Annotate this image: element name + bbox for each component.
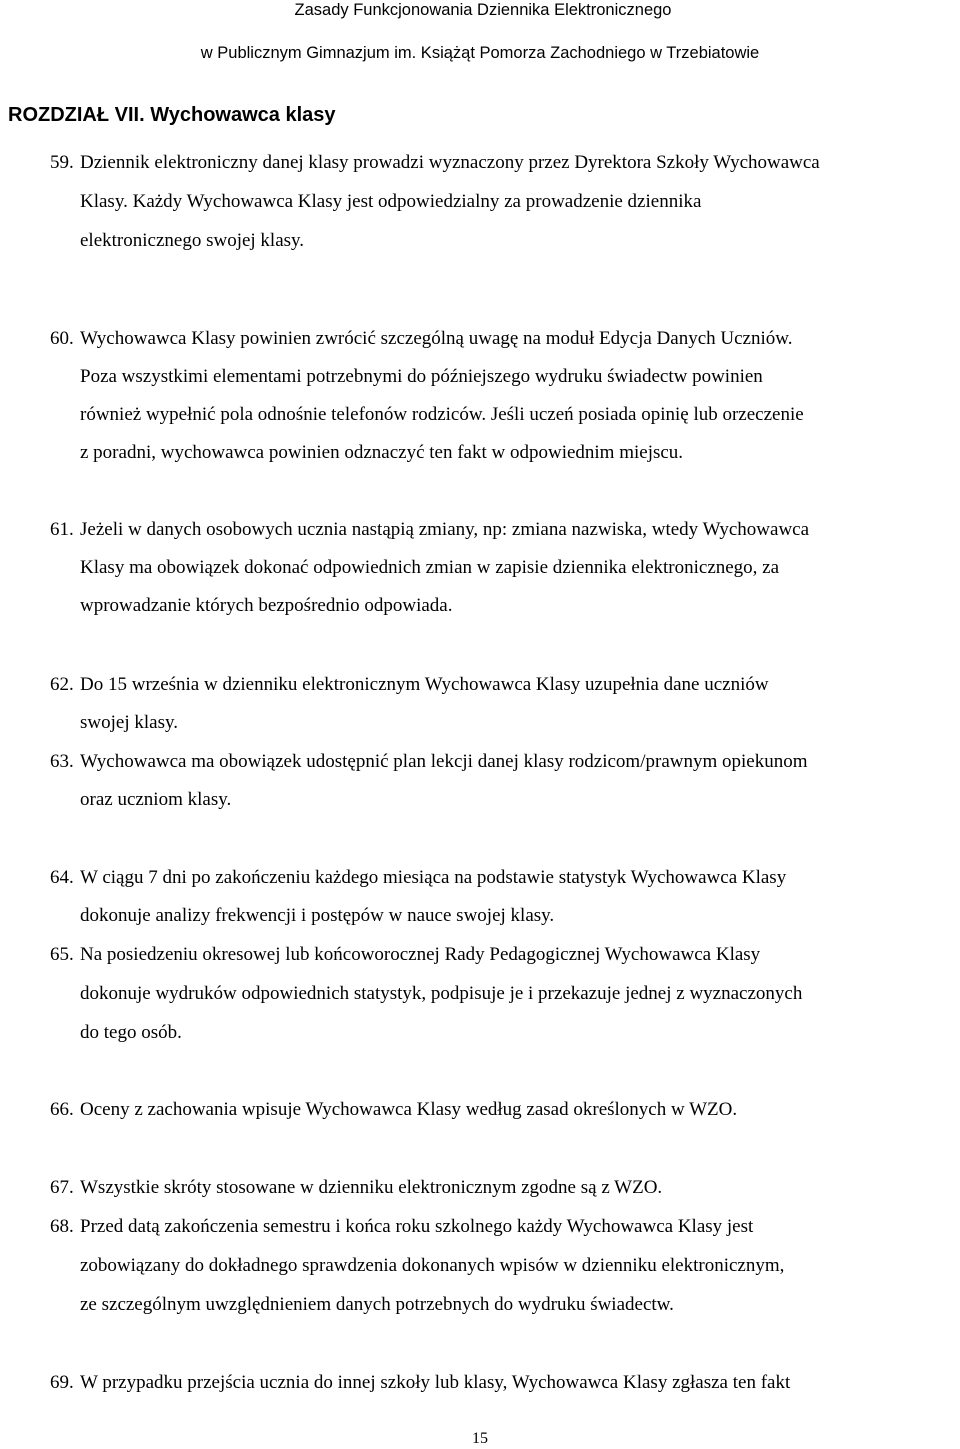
paragraph-line: Jeżeli w danych osobowych ucznia nastąpią zmiany, np: zmiana nazwiska, wtedy Wychowawca <box>80 519 810 540</box>
header-title-line2: w Publicznym Gimnazjum im. Książąt Pomorza Zachodniego w Trzebiatowie <box>200 44 760 62</box>
paragraph-line: Wszystkie skróty stosowane w dzienniku elektronicznym zgodne są z WZO. <box>80 1177 663 1198</box>
paragraph-number: 69. <box>50 1372 74 1393</box>
chapter-title: ROZDZIAŁ VII. Wychowawca klasy <box>8 104 336 126</box>
paragraph-line: wprowadzanie których bezpośrednio odpowiada. <box>80 595 453 616</box>
paragraph-line: dokonuje analizy frekwencji i postępów w nauce swojej klasy. <box>80 905 555 926</box>
paragraph-line: również wypełnić pola odnośnie telefonów rodziców. Jeśli uczeń posiada opinię lub orzeczenie <box>80 404 804 425</box>
paragraph-line: zobowiązany do dokładnego sprawdzenia dokonanych wpisów w dzienniku elektronicznym, <box>80 1255 785 1276</box>
paragraph-line: W przypadku przejścia ucznia do innej szkoły lub klasy, Wychowawca Klasy zgłasza ten fakt <box>80 1372 791 1393</box>
paragraph-line: Oceny z zachowania wpisuje Wychowawca Klasy według zasad określonych w WZO. <box>80 1099 738 1120</box>
paragraph-line: ze szczególnym uwzględnieniem danych potrzebnych do wydruku świadectw. <box>80 1294 674 1315</box>
paragraph-line: do tego osób. <box>80 1022 182 1043</box>
paragraph-line: Klasy. Każdy Wychowawca Klasy jest odpowiedzialny za prowadzenie dziennika <box>80 191 702 212</box>
paragraph-line: Klasy ma obowiązek dokonać odpowiednich zmian w zapisie dziennika elektronicznego, za <box>80 557 780 578</box>
paragraph-line: swojej klasy. <box>80 712 178 733</box>
paragraph-line: Dziennik elektroniczny danej klasy prowadzi wyznaczony przez Dyrektora Szkoły Wychowawca <box>80 152 820 173</box>
paragraph-number: 67. <box>50 1177 74 1198</box>
paragraph-line: oraz uczniom klasy. <box>80 789 232 810</box>
paragraph-line: z poradni, wychowawca powinien odznaczyć ten fakt w odpowiednim miejscu. <box>80 442 684 463</box>
header-title-line1: Zasady Funkcjonowania Dziennika Elektronicznego <box>294 1 672 19</box>
paragraph-line: Wychowawca Klasy powinien zwrócić szczególną uwagę na moduł Edycja Danych Uczniów. <box>80 328 793 349</box>
paragraph-line: Na posiedzeniu okresowej lub końcoworocznej Rady Pedagogicznej Wychowawca Klasy <box>80 944 761 965</box>
paragraph-number: 59. <box>50 152 74 173</box>
paragraph-number: 64. <box>50 867 74 888</box>
paragraph-number: 60. <box>50 328 74 349</box>
paragraph-line: Poza wszystkimi elementami potrzebnymi do późniejszego wydruku świadectw powinien <box>80 366 763 387</box>
paragraph-line: dokonuje wydruków odpowiednich statystyk, podpisuje je i przekazuje jednej z wyznaczonych <box>80 983 803 1004</box>
paragraph-number: 61. <box>50 519 74 540</box>
paragraph-line: Wychowawca ma obowiązek udostępnić plan lekcji danej klasy rodzicom/prawnym opiekunom <box>80 751 808 772</box>
page-number: 15 <box>472 1430 488 1447</box>
paragraph-number: 62. <box>50 674 74 695</box>
paragraph-number: 65. <box>50 944 74 965</box>
paragraph-line: W ciągu 7 dni po zakończeniu każdego miesiąca na podstawie statystyk Wychowawca Klasy <box>80 867 787 888</box>
paragraph-line: Do 15 września w dzienniku elektronicznym Wychowawca Klasy uzupełnia dane uczniów <box>80 674 769 695</box>
paragraph-line: Przed datą zakończenia semestru i końca roku szkolnego każdy Wychowawca Klasy jest <box>80 1216 754 1237</box>
paragraph-number: 66. <box>50 1099 74 1120</box>
paragraph-line: elektronicznego swojej klasy. <box>80 230 305 251</box>
paragraph-number: 68. <box>50 1216 74 1237</box>
paragraph-number: 63. <box>50 751 74 772</box>
